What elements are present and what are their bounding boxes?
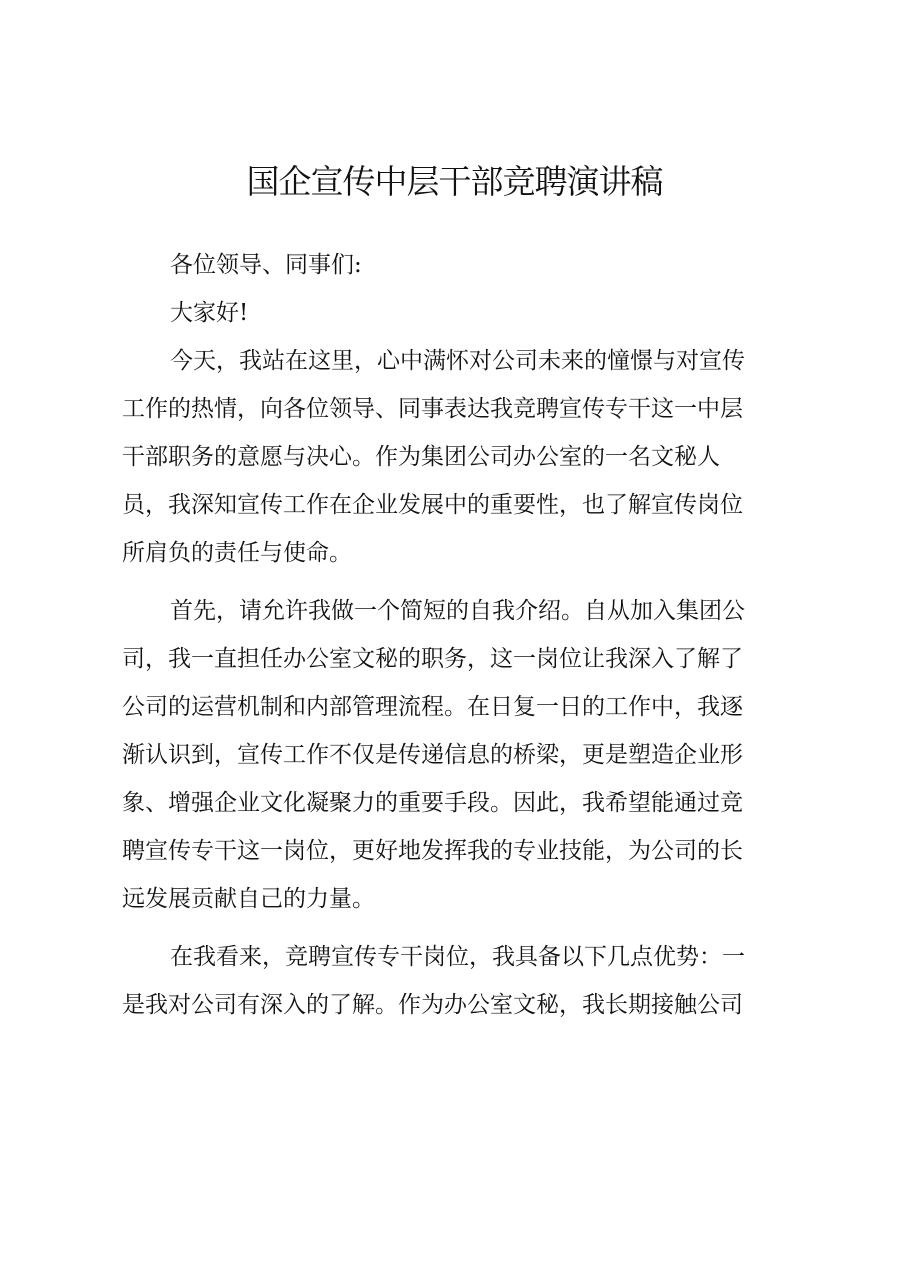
paragraph-3	[122, 938, 784, 1034]
paragraph-line: 所肩负的责任与使命。	[122, 540, 352, 566]
paragraph-line: 象、增强企业文化凝聚力的重要手段。因此，我希望能通过竞	[122, 790, 743, 816]
paragraph-line: 公司的运营机制和内部管理流程。在日复一日的工作中，我逐	[122, 694, 743, 720]
paragraph-line: 渐认识到，宣传工作不仅是传递信息的桥梁，更是塑造企业形	[122, 742, 743, 768]
paragraph-line: 干部职务的意愿与决心。作为集团公司办公室的一名文秘人	[122, 444, 720, 470]
paragraph-1	[122, 342, 784, 582]
paragraph-line: 员，我深知宣传工作在企业发展中的重要性，也了解宣传岗位	[122, 492, 743, 518]
paragraph-line: 今天，我站在这里，心中满怀对公司未来的憧憬与对宣传	[170, 348, 745, 374]
document-body	[122, 246, 784, 1044]
paragraph-2	[122, 592, 784, 928]
paragraph-line: 工作的热情，向各位领导、同事表达我竞聘宣传专干这一中层	[122, 396, 743, 422]
paragraph-line: 在我看来，竞聘宣传专干岗位，我具备以下几点优势：一	[170, 944, 745, 970]
paragraph-line: 聘宣传专干这一岗位，更好地发挥我的专业技能，为公司的长	[122, 838, 743, 864]
paragraph-line: 司，我一直担任办公室文秘的职务，这一岗位让我深入了解了	[122, 646, 743, 672]
salutation: 各位领导、同事们:	[170, 252, 362, 278]
document-title: 国企宣传中层干部竞聘演讲稿	[246, 162, 663, 201]
paragraph-line: 是我对公司有深入的了解。作为办公室文秘，我长期接触公司	[122, 992, 743, 1018]
paragraph-line: 首先，请允许我做一个简短的自我介绍。自从加入集团公	[170, 598, 745, 624]
greeting: 大家好!	[170, 300, 249, 326]
paragraph-line: 远发展贡献自己的力量。	[122, 886, 375, 912]
